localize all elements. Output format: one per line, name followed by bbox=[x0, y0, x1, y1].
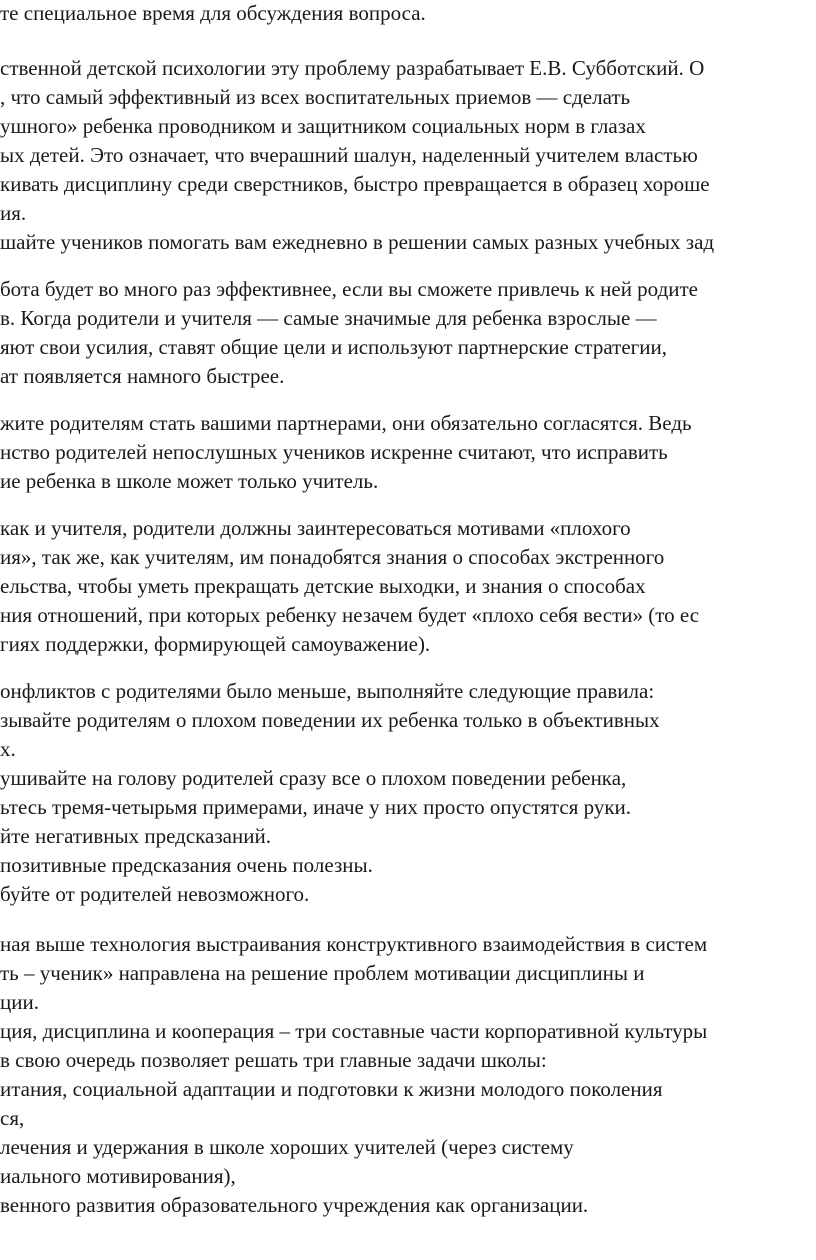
text-line: ия», так же, как учителям, им понадобятся знания о способах экстренного bbox=[0, 545, 665, 569]
text-line: в. Когда родители и учителя — самые значимые для ребенка взрослые — bbox=[0, 306, 657, 330]
text-line: яют свои усилия, ставят общие цели и используют партнерские стратегии, bbox=[0, 335, 667, 359]
text-line: ых детей. Это означает, что вчерашний шалун, наделенный учителем властью bbox=[0, 143, 698, 167]
text-line: ушного» ребенка проводником и защитником социальных норм в глазах bbox=[0, 114, 646, 138]
text-line: кивать дисциплину среди сверстников, быстро превращается в образец хороше bbox=[0, 172, 710, 196]
text-line: буйте от родителей невозможного. bbox=[0, 882, 310, 906]
text-line: венного развития образовательного учреждения как организации. bbox=[0, 1193, 589, 1217]
text-line: как и учителя, родители должны заинтересоваться мотивами «плохого bbox=[0, 516, 631, 540]
text-line: итания, социальной адаптации и подготовки к жизни молодого поколения bbox=[0, 1077, 663, 1101]
text-line: позитивные предсказания очень полезны. bbox=[0, 853, 373, 877]
text-line: те специальное время для обсуждения вопроса. bbox=[0, 1, 426, 25]
text-line: ьтесь тремя-четырьмя примерами, иначе у них просто опустятся руки. bbox=[0, 795, 632, 819]
text-line: онфликтов с родителями было меньше, выполняйте следующие правила: bbox=[0, 679, 655, 703]
text-line: ная выше технология выстраивания конструктивного взаимодействия в систем bbox=[0, 932, 708, 956]
text-line: ия. bbox=[0, 201, 27, 225]
text-line: зывайте родителям о плохом поведении их ребенка только в объективных bbox=[0, 708, 660, 732]
text-line: гиях поддержки, формирующей самоуважение). bbox=[0, 632, 431, 656]
text-line: йте негативных предсказаний. bbox=[0, 824, 271, 848]
text-line: ся, bbox=[0, 1106, 25, 1130]
text-line: иального мотивирования), bbox=[0, 1164, 236, 1188]
text-line: нство родителей непослушных учеников искренне считают, что исправить bbox=[0, 440, 668, 464]
text-line: ат появляется намного быстрее. bbox=[0, 364, 285, 388]
text-line: , что самый эффективный из всех воспитательных приемов — сделать bbox=[0, 85, 631, 109]
text-line: ния отношений, при которых ребенку незачем будет «плохо себя вести» (то ес bbox=[0, 603, 700, 627]
text-line: лечения и удержания в школе хороших учителей (через систему bbox=[0, 1135, 574, 1159]
text-line: ие ребенка в школе может только учитель. bbox=[0, 469, 379, 493]
text-line: бота будет во много раз эффективнее, если вы сможете привлечь к ней родите bbox=[0, 277, 698, 301]
text-line: жите родителям стать вашими партнерами, они обязательно согласятся. Ведь bbox=[0, 411, 692, 435]
text-line: шайте учеников помогать вам ежедневно в решении самых разных учебных зад bbox=[0, 230, 715, 254]
text-line: ственной детской психологии эту проблему разрабатывает Е.В. Субботский. О bbox=[0, 56, 705, 80]
text-line: ельства, чтобы уметь прекращать детские выходки, и знания о способах bbox=[0, 574, 646, 598]
text-line: ции. bbox=[0, 990, 39, 1014]
text-line: х. bbox=[0, 737, 16, 761]
text-line: ция, дисциплина и кооперация – три составные части корпоративной культуры bbox=[0, 1019, 708, 1043]
text-line: в свою очередь позволяет решать три главные задачи школы: bbox=[0, 1048, 547, 1072]
text-line: ть – ученик» направлена на решение проблем мотивации дисциплины и bbox=[0, 961, 645, 985]
text-line: ушивайте на голову родителей сразу все о плохом поведении ребенка, bbox=[0, 766, 627, 790]
